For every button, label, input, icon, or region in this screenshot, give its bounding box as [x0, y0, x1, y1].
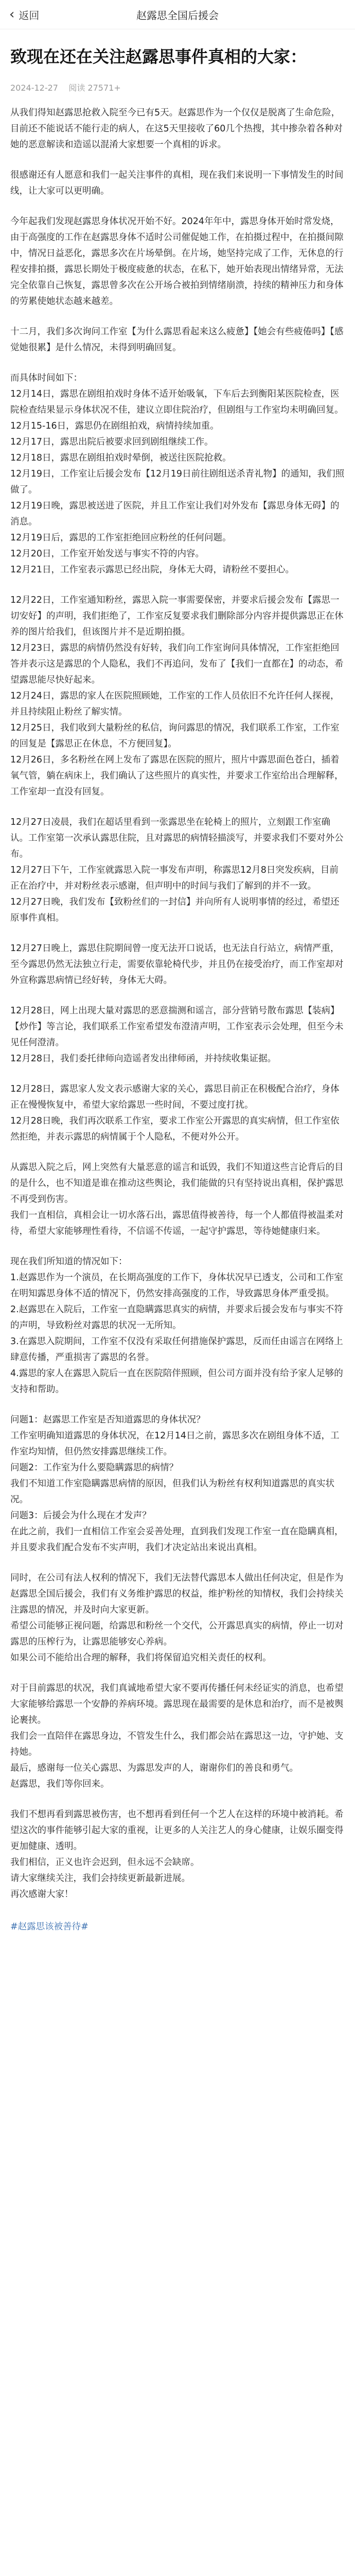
paragraph: 我们不想再看到露思被伤害，也不想再看到任何一个艺人在这样的环境中被消耗。希望这次的事件能够引起大家的重视，让更多的人关注艺人的身心健康，让娱乐圈变得更加健康、透明。 我们相信，正义也许会迟到，但永远不会缺席。 请大家继续关注，我们会持续更新最新进展。 再次感谢大家！ — [10, 1809, 344, 1900]
back-button[interactable] — [0, 7, 56, 22]
paragraph: 从露思入院之后，网上突然有大量恶意的谣言和诋毁，我们不知道这些言论背后的目的是什么，也不知道是谁在推动这些舆论，我们能做的只有坚持说出真相，保护露思不再受到伤害。 我们一直相信，真相会让一切水落石出，露思值得被善待，每一个人都值得被温柔对待，希望大家能够理性看待，不信谣不传谣，一起守护露思，等待她健康归来。 — [10, 1162, 344, 1236]
view-count: 阅读 27571+ — [68, 83, 121, 93]
app-title: 赵露思全国后援会 — [136, 9, 219, 22]
article-title: 致现在还在关注赵露思事件真相的大家： — [10, 47, 307, 66]
paragraph: 12月28日，露思家人发文表示感谢大家的关心，露思目前正在积极配合治疗，身体正在慢慢恢复中，希望大家给露思一些时间，不要过度打扰。 12月28日晚，我们再次联系工作室，要求工作室公开露思的真实病情，但工作室依然拒绝，并表示露思的病情属于个人隐私，不便对外公开。 — [10, 1084, 340, 1142]
top-bar — [0, 0, 355, 29]
paragraph: 问题1：赵露思工作室是否知道露思的身体状况？ 工作室明确知道露思的身体状况，在12月14日之前，露思多次在剧组身体不适，工作室均知情，但仍然安排露思继续工作。 问题2：工作室为什么要隐瞒露思的病情？ 我们不知道工作室隐瞒露思病情的原因，但我们认为粉丝有权利知道露思的真实状况。 问题3：后援会为什么现在才发声？ 在此之前，我们一直相信工作室会妥善处理，直到我们发现工作室一直在隐瞒真相，并且要求我们配合发布不实声明，我们才决定站出来说出真相。 — [10, 1415, 344, 1553]
chevron-left-icon: ‹ — [9, 7, 15, 22]
paragraph: 而具体时间如下： 12月14日，露思在剧组拍戏时身体不适开始吸氧，下车后去到衡阳某医院检查，医院检查结果显示身体状况不佳，建议立即住院治疗，但剧组与工作室均未明确回复。 12月15-16日，露思仍在剧组拍戏，病情持续加重。 12月17日，露思出院后被要求回到剧组继续工作。 12月18日，露思在剧组拍戏时晕倒，被送往医院抢救。 12月19日，工作室让后援会发布【12月19日前往剧组送杀青礼物】的通知，我们照做了。 12月19日晚，露思被送进了医院，并且工作室让我们对外发布【露思身体无碍】的消息。 12月19日后，露思的工作室拒绝回应粉丝的任何问题。 12月20日，工作室开始发送与事实不符的内容。 12月21日，工作室表示露思已经出院，身体无大碍，请粉丝不要担心。 — [10, 373, 345, 575]
paragraph: 很感谢还有人愿意和我们一起关注事件的真相，现在我们来说明一下事情发生的时间线，让大家可以更明确。 — [10, 170, 344, 196]
paragraph: 十二月，我们多次询问工作室【为什么露思看起来这么疲惫】【她会有些疲倦吗】【感觉她很累】是什么情况，未得到明确回复。 — [10, 327, 344, 353]
paragraph: 12月27日凌晨，我们在超话里看到一张露思坐在轮椅上的照片，立刻跟工作室确认。工作室第一次承认露思住院，且对露思的病情轻描淡写，并要求我们不要对外公布。 12月27日下午，工作室就露思入院一事发布声明，称露思12月8日突发疾病，目前正在治疗中，并对粉丝表示感谢，但声明中的时间与我们了解到的并不一致。 12月27日晚，我们发布【致粉丝们的一封信】并向所有人说明事情的经过，希望还原事件真相。 — [10, 817, 344, 923]
article-body — [10, 105, 345, 1935]
paragraph: 现在我们所知道的情况如下： 1.赵露思作为一个演员，在长期高强度的工作下，身体状况早已透支，公司和工作室在明知露思身体不适的情况下，仍然安排高强度的工作，导致露思身体严重受损。 2.赵露思在入院后，工作室一直隐瞒露思真实的病情，并要求后援会发布与事实不符的声明，导致粉丝对露思的状况一无所知。 3.在露思入院期间，工作室不仅没有采取任何措施保护露思，反而任由谣言在网络上肆意传播，严重损害了露思的名誉。 4.露思的家人在露思入院后一直在医院陪伴照顾，但公司方面并没有给予家人足够的支持和帮助。 — [10, 1257, 343, 1395]
paragraph: 同时，在公司有法人权利的情况下，我们无法替代露思本人做出任何决定，但是作为赵露思全国后援会，我们有义务维护露思的权益，维护粉丝的知情权，我们会持续关注露思的情况，并及时向大家更新。 希望公司能够正视问题，给露思和粉丝一个交代，公开露思真实的病情，停止一切对露思的压榨行为，让露思能够安心养病。 如果公司不能给出合理的解释，我们将保留追究相关责任的权利。 — [10, 1573, 344, 1663]
paragraph: 12月27日晚上，露思住院期间曾一度无法开口说话，也无法自行站立，病情严重，至今露思仍然无法独立行走，需要依靠轮椅代步，并且仍在接受治疗，而工作室却对外宣称露思病情已经好转，身体无大碍。 — [10, 943, 344, 986]
paragraph: 12月28日，网上出现大量对露思的恶意揣测和谣言，部分营销号散布露思【装病】【炒作】等言论，我们联系工作室希望发布澄清声明，工作室表示会处理，但至今未见任何澄清。 12月28日，我们委托律师向造谣者发出律师函，并持续收集证据。 — [10, 1006, 344, 1064]
paragraph: 今年起我们发现赵露思身体状况开始不好。2024年年中，露思身体开始时常发烧，由于高强度的工作在赵露思身体不适时公司催促她工作，在拍摄过程中，在拍摄间隙中，情况日益恶化，露思多次在片场晕倒。在片场，她坚持完成了工作，无休息的行程安排拍摄，露思长期处于极度疲惫的状态，在私下，她开始表现出情绪异常，无法完全依靠自己恢复，露思曾多次在公开场合被拍到情绪崩溃，持续的精神压力和身体的劳累使她状态越来越差。 — [10, 216, 344, 307]
article-meta — [10, 81, 345, 93]
hashtag-link[interactable]: #赵露思该被善待# — [10, 1922, 88, 1932]
paragraph: 12月22日，工作室通知粉丝，露思入院一事需要保密，并要求后援会发布【露思一切安好】的声明，我们拒绝了，工作室反复要求我们删除部分内容并提供露思正在休养的图片给我们，但该图片并不是近期拍摄。 12月23日，露思的病情仍然没有好转，我们向工作室询问具体情况，工作室拒绝回答并表示这是露思的个人隐私，我们不再追问，发布了【我们一直都在】的动态，希望露思能尽快好起来。 12月24日，露思的家人在医院照顾她，工作室的工作人员依旧不允许任何人探视，并且持续阻止粉丝了解实情。 12月25日，我们收到大量粉丝的私信，询问露思的情况，我们联系工作室，工作室的回复是【露思正在休息，不方便回复】。 12月26日，多名粉丝在网上发布了露思在医院的照片，照片中露思面色苍白，插着氧气管，躺在病床上，我们确认了这些照片的真实性，并要求工作室给出合理解释，工作室却一直没有回复。 — [10, 595, 344, 797]
back-label: 返回 — [19, 9, 40, 22]
paragraph: 对于目前露思的状况，我们真诚地希望大家不要再传播任何未经证实的消息，也希望大家能够给露思一个安静的养病环境。露思现在最需要的是休息和治疗，而不是被舆论裹挟。 我们会一直陪伴在露思身边，不管发生什么，我们都会站在露思这一边，守护她、支持她。 最后，感谢每一位关心露思、为露思发声的人，谢谢你们的善良和勇气。 赵露思，我们等你回来。 — [10, 1683, 344, 1789]
paragraph: 从我们得知赵露思抢救入院至今已有5天。赵露思作为一个仅仅是脱离了生命危险，目前还不能说话不能行走的病人，在这5天里接收了60几个热搜，其中掺杂着各种对她的恶意解读和造谣以混淆大家想要一个真相的诉求。 — [10, 108, 343, 150]
publish-date: 2024-12-27 — [10, 83, 58, 93]
